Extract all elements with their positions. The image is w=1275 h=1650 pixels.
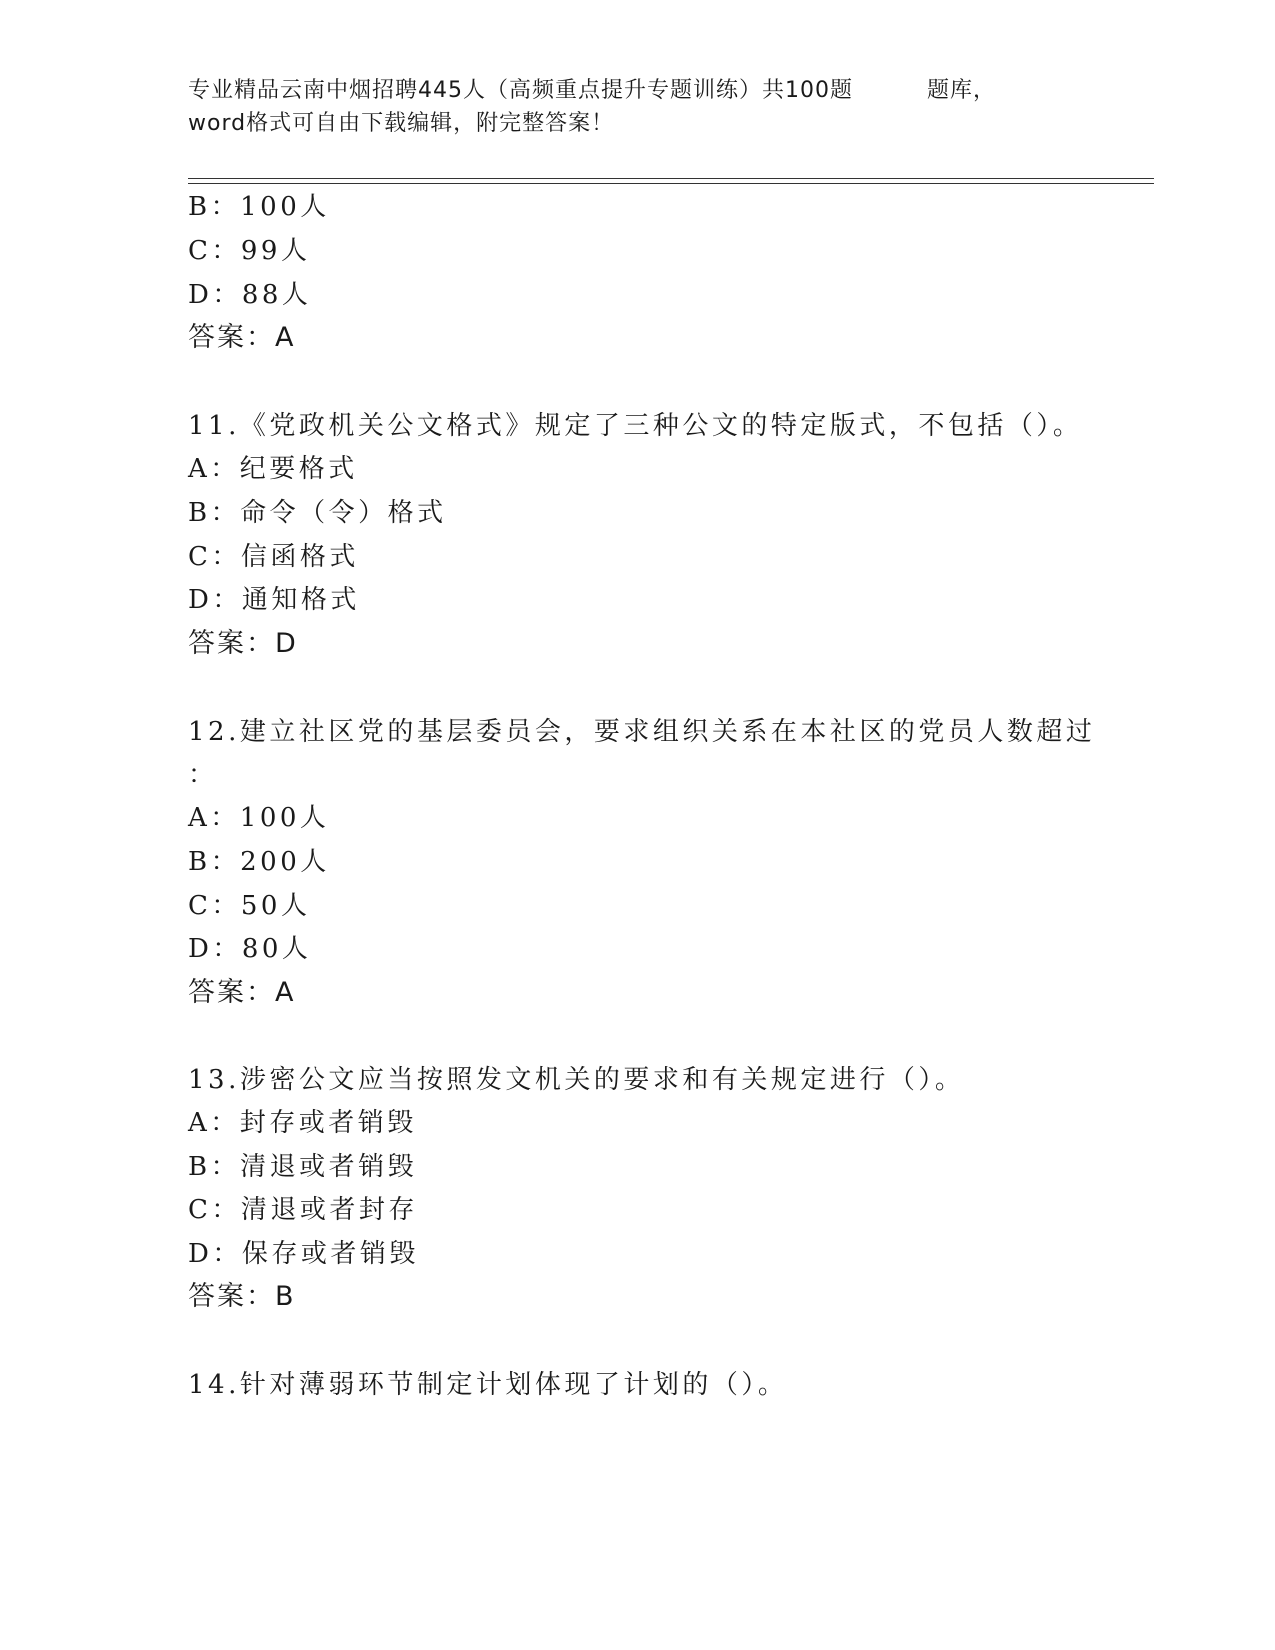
q11-answer: 答案：D (188, 628, 298, 659)
header-divider-bottom (188, 183, 1154, 184)
document-header (188, 74, 1068, 140)
q11-option-d: D：通知格式 (188, 585, 360, 615)
q11-option-c: C：信函格式 (188, 542, 359, 572)
q13-answer: 答案：B (188, 1281, 296, 1312)
q12-option-c: C：50人 (188, 891, 311, 921)
q13-option-c: C：清退或者封存 (188, 1195, 418, 1225)
q12-answer: 答案：A (188, 977, 296, 1008)
q12-option-b: B：200人 (188, 847, 330, 877)
question-13-text: 13.涉密公文应当按照发文机关的要求和有关规定进行（）。 (188, 1065, 965, 1095)
prev-option-d: D：88人 (188, 280, 312, 310)
header-title-suffix: 题库， (926, 78, 996, 103)
header-line-1 (188, 74, 1068, 107)
q13-option-d: D：保存或者销毁 (188, 1239, 419, 1269)
q11-option-a: A：纪要格式 (188, 454, 358, 484)
question-12-text: 12.建立社区党的基层委员会，要求组织关系在本社区的党员人数超过 (188, 717, 1096, 747)
question-14-text: 14.针对薄弱环节制定计划体现了计划的（）。 (188, 1370, 788, 1400)
q11-option-b: B：命令（令）格式 (188, 498, 447, 528)
q12-option-d: D：80人 (188, 934, 312, 964)
prev-option-c: C：99人 (188, 236, 311, 266)
prev-answer: 答案：A (188, 322, 296, 353)
q13-option-a: A：封存或者销毁 (188, 1108, 417, 1138)
header-title: 专业精品云南中烟招聘445人（高频重点提升专题训练）共100题 (188, 78, 853, 103)
q12-option-a: A：100人 (188, 803, 330, 833)
header-line-2: word格式可自由下载编辑，附完整答案！ (188, 111, 615, 136)
prev-option-b: B：100人 (188, 192, 330, 222)
question-12-text-cont: ： (188, 760, 218, 790)
question-11-text: 11.《党政机关公文格式》规定了三种公文的特定版式，不包括（）。 (188, 411, 1083, 441)
q13-option-b: B：清退或者销毁 (188, 1152, 418, 1182)
header-divider-top (188, 178, 1154, 179)
